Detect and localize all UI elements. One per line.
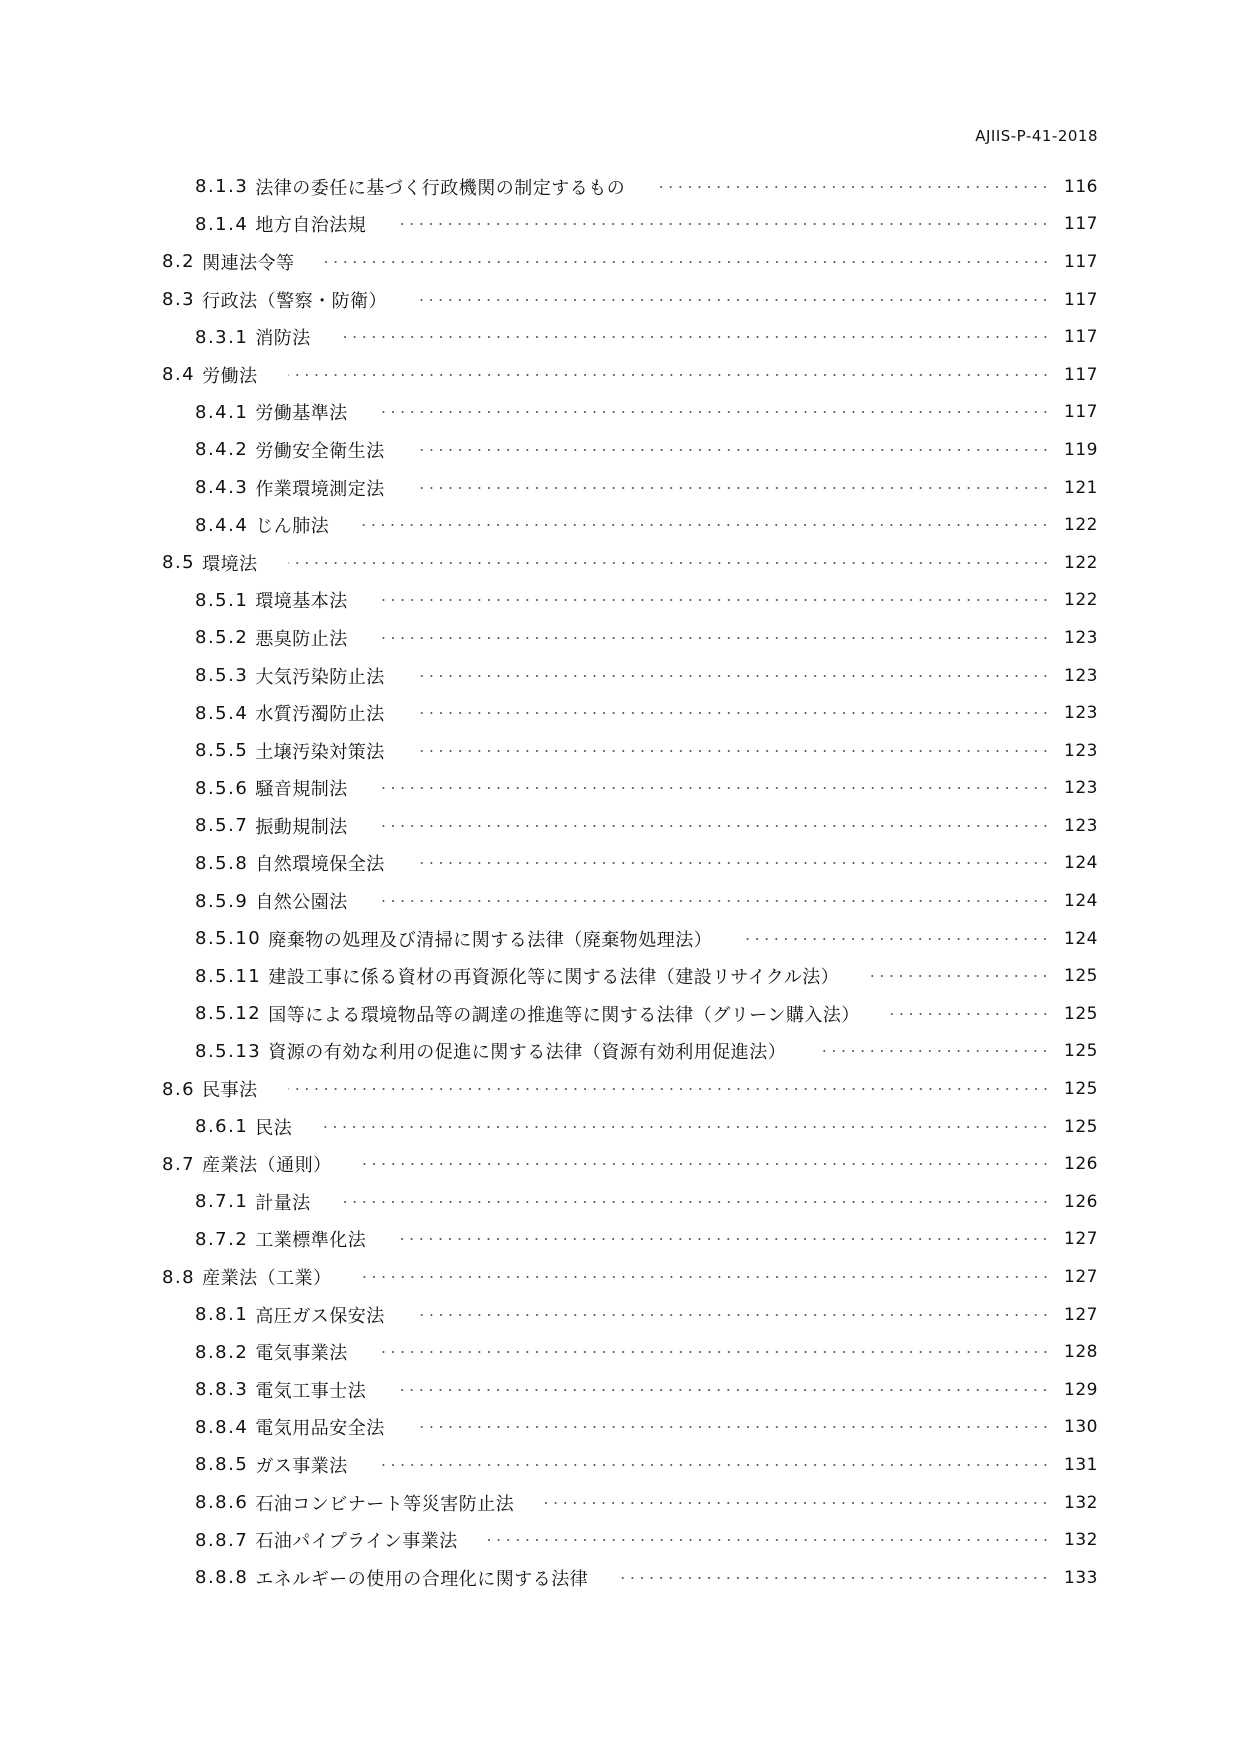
toc-entry-number: 8.5.1 xyxy=(195,589,249,611)
toc-entry-number: 8.5.12 xyxy=(195,1003,262,1025)
toc-entry-title: 計量法 xyxy=(255,1192,311,1214)
toc-entry-page-number: 125 xyxy=(1064,1041,1098,1062)
toc-entry-number: 8.8.7 xyxy=(195,1529,249,1551)
toc-entry-title: 地方自治法規 xyxy=(255,215,367,237)
toc-entry-page-number: 117 xyxy=(1064,251,1098,272)
toc-entry-title: 労働安全衛生法 xyxy=(255,440,385,462)
dot-leader xyxy=(415,487,1050,489)
toc-entry-title: 労働基準法 xyxy=(255,403,348,425)
toc-entry-title: 民法 xyxy=(255,1117,293,1139)
toc-entry-page-number: 116 xyxy=(1064,176,1098,197)
toc-entry[interactable] xyxy=(162,431,1098,469)
dot-leader xyxy=(362,1276,1050,1278)
dot-leader xyxy=(618,1577,1050,1579)
toc-entry-title: 自然環境保全法 xyxy=(255,854,385,876)
dot-leader xyxy=(417,299,1050,301)
dot-leader xyxy=(890,1013,1050,1015)
dot-leader xyxy=(396,1238,1050,1240)
toc-entry[interactable] xyxy=(162,1296,1098,1334)
toc-entry-number: 8.5.4 xyxy=(195,702,249,724)
toc-entry-number: 8.7.2 xyxy=(195,1228,249,1250)
toc-entry-page-number: 119 xyxy=(1064,439,1098,460)
toc-entry-number: 8.1.4 xyxy=(195,213,249,235)
dot-leader xyxy=(415,1314,1050,1316)
toc-entry-title: 自然公園法 xyxy=(255,892,348,914)
toc-entry-page-number: 129 xyxy=(1064,1379,1098,1400)
toc-entry-number: 8.5.10 xyxy=(195,928,262,950)
document-id: AJIIS-P-41-2018 xyxy=(975,127,1098,145)
toc-entry-number: 8.1.3 xyxy=(195,176,249,198)
toc-entry-page-number: 127 xyxy=(1064,1304,1098,1325)
toc-entry-page-number: 123 xyxy=(1064,778,1098,799)
toc-entry-number: 8.5.5 xyxy=(195,740,249,762)
dot-leader xyxy=(288,562,1050,564)
toc-entry-number: 8.4.2 xyxy=(195,439,249,461)
toc-entry-number: 8.7.1 xyxy=(195,1191,249,1213)
toc-entry-page-number: 127 xyxy=(1064,1229,1098,1250)
toc-entry[interactable] xyxy=(162,1371,1098,1409)
dot-leader xyxy=(742,938,1050,940)
toc-entry-page-number: 117 xyxy=(1064,214,1098,235)
toc-entry-number: 8.5.3 xyxy=(195,665,249,687)
toc-entry[interactable] xyxy=(162,394,1098,432)
toc-entry-title: 産業法（工業） xyxy=(202,1268,332,1290)
toc-entry[interactable] xyxy=(162,807,1098,845)
toc-entry-page-number: 126 xyxy=(1064,1154,1098,1175)
toc-entry-page-number: 123 xyxy=(1064,627,1098,648)
dot-leader xyxy=(341,336,1050,338)
toc-entry-page-number: 117 xyxy=(1064,364,1098,385)
toc-entry-page-number: 123 xyxy=(1064,815,1098,836)
dot-leader xyxy=(415,1426,1050,1428)
toc-entry-page-number: 122 xyxy=(1064,590,1098,611)
toc-entry-page-number: 124 xyxy=(1064,928,1098,949)
toc-entry-number: 8.5.9 xyxy=(195,890,249,912)
toc-entry-number: 8.5.6 xyxy=(195,777,249,799)
toc-entry[interactable] xyxy=(162,1258,1098,1296)
dot-leader xyxy=(655,186,1050,188)
toc-entry[interactable] xyxy=(162,920,1098,958)
toc-entry[interactable] xyxy=(162,995,1098,1033)
toc-entry-title: 環境基本法 xyxy=(255,591,348,613)
toc-entry-page-number: 133 xyxy=(1064,1567,1098,1588)
toc-entry-page-number: 125 xyxy=(1064,1116,1098,1137)
toc-entry-number: 8.8.6 xyxy=(195,1492,249,1514)
toc-entry-number: 8.4 xyxy=(162,364,196,386)
toc-entry-page-number: 127 xyxy=(1064,1267,1098,1288)
toc-entry-page-number: 123 xyxy=(1064,740,1098,761)
dot-leader xyxy=(341,1201,1050,1203)
toc-entry-title: 悪臭防止法 xyxy=(255,628,348,650)
toc-entry-number: 8.6.1 xyxy=(195,1116,249,1138)
toc-entry-number: 8.4.4 xyxy=(195,514,249,536)
toc-entry-title: 資源の有効な利用の促進に関する法律（資源有効利用促進法） xyxy=(268,1042,787,1064)
toc-entry[interactable] xyxy=(162,1484,1098,1522)
toc-entry[interactable] xyxy=(162,1033,1098,1071)
dot-leader xyxy=(378,900,1050,902)
toc-entry[interactable] xyxy=(162,657,1098,695)
toc-entry-title: 水質汚濁防止法 xyxy=(255,704,385,726)
toc-entry-page-number: 117 xyxy=(1064,327,1098,348)
toc-entry-title: 消防法 xyxy=(255,328,311,350)
toc-entry-number: 8.3 xyxy=(162,289,196,311)
dot-leader xyxy=(362,1163,1050,1165)
toc-entry[interactable] xyxy=(162,356,1098,394)
toc-entry[interactable] xyxy=(162,469,1098,507)
toc-entry[interactable] xyxy=(162,281,1098,319)
toc-entry-number: 8.6 xyxy=(162,1078,196,1100)
table-of-contents xyxy=(162,168,1098,1597)
dot-leader xyxy=(378,1464,1050,1466)
toc-entry-page-number: 132 xyxy=(1064,1492,1098,1513)
toc-entry[interactable] xyxy=(162,732,1098,770)
toc-entry-number: 8.5.2 xyxy=(195,627,249,649)
dot-leader xyxy=(415,675,1050,677)
dot-leader xyxy=(378,787,1050,789)
toc-entry-number: 8.8.5 xyxy=(195,1454,249,1476)
toc-entry[interactable] xyxy=(162,1108,1098,1146)
toc-entry-title: 作業環境測定法 xyxy=(255,478,385,500)
toc-entry-title: 騒音規制法 xyxy=(255,779,348,801)
toc-entry[interactable] xyxy=(162,1183,1098,1221)
dot-leader xyxy=(288,1088,1050,1090)
toc-entry-number: 8.5 xyxy=(162,552,196,574)
dot-leader xyxy=(378,637,1050,639)
toc-entry-page-number: 131 xyxy=(1064,1454,1098,1475)
toc-entry[interactable] xyxy=(162,1409,1098,1447)
toc-entry-number: 8.3.1 xyxy=(195,326,249,348)
toc-entry-number: 8.8.2 xyxy=(195,1341,249,1363)
dot-leader xyxy=(869,975,1050,977)
toc-entry-number: 8.8.4 xyxy=(195,1416,249,1438)
toc-entry[interactable] xyxy=(162,582,1098,620)
toc-entry-page-number: 122 xyxy=(1064,552,1098,573)
toc-entry-title: 石油コンビナート等災害防止法 xyxy=(255,1493,515,1515)
toc-entry-title: 民事法 xyxy=(202,1080,258,1102)
toc-entry-page-number: 128 xyxy=(1064,1342,1098,1363)
dot-leader xyxy=(396,223,1050,225)
dot-leader xyxy=(378,825,1050,827)
toc-entry-title: 電気用品安全法 xyxy=(255,1418,385,1440)
toc-entry[interactable] xyxy=(162,1559,1098,1597)
toc-entry-number: 8.2 xyxy=(162,251,196,273)
toc-entry-title: エネルギーの使用の合理化に関する法律 xyxy=(255,1568,589,1590)
toc-entry[interactable] xyxy=(162,845,1098,883)
toc-entry-page-number: 123 xyxy=(1064,703,1098,724)
toc-entry[interactable] xyxy=(162,882,1098,920)
toc-entry-number: 8.8.3 xyxy=(195,1379,249,1401)
toc-entry[interactable] xyxy=(162,1521,1098,1559)
toc-entry-page-number: 125 xyxy=(1064,1003,1098,1024)
dot-leader xyxy=(415,862,1050,864)
toc-entry-title: 石油パイプライン事業法 xyxy=(255,1531,458,1553)
toc-entry[interactable] xyxy=(162,619,1098,657)
toc-entry[interactable] xyxy=(162,957,1098,995)
dot-leader xyxy=(322,1126,1050,1128)
toc-entry-title: 産業法（通則） xyxy=(202,1155,332,1177)
toc-entry-page-number: 130 xyxy=(1064,1417,1098,1438)
toc-entry-page-number: 124 xyxy=(1064,891,1098,912)
toc-entry[interactable] xyxy=(162,1333,1098,1371)
toc-entry-title: 関連法令等 xyxy=(202,252,295,274)
toc-entry[interactable] xyxy=(162,506,1098,544)
toc-entry-title: 建設工事に係る資材の再資源化等に関する法律（建設リサイクル法） xyxy=(268,967,840,989)
toc-entry-page-number: 117 xyxy=(1064,289,1098,310)
toc-entry-title: 大気汚染防止法 xyxy=(255,666,385,688)
toc-entry[interactable] xyxy=(162,243,1098,281)
dot-leader xyxy=(415,712,1050,714)
dot-leader xyxy=(488,1539,1050,1541)
toc-entry[interactable] xyxy=(162,206,1098,244)
dot-leader xyxy=(288,374,1050,376)
dot-leader xyxy=(415,750,1050,752)
dot-leader xyxy=(378,1351,1050,1353)
toc-entry-title: 行政法（警察・防衛） xyxy=(202,290,388,312)
toc-entry-page-number: 124 xyxy=(1064,853,1098,874)
toc-entry-number: 8.8 xyxy=(162,1266,196,1288)
dot-leader xyxy=(378,599,1050,601)
toc-entry[interactable] xyxy=(162,770,1098,808)
toc-entry-page-number: 123 xyxy=(1064,665,1098,686)
toc-entry-number: 8.4.3 xyxy=(195,477,249,499)
dot-leader xyxy=(359,524,1050,526)
toc-entry-page-number: 126 xyxy=(1064,1191,1098,1212)
toc-entry[interactable] xyxy=(162,1145,1098,1183)
toc-entry-number: 8.5.11 xyxy=(195,965,262,987)
toc-entry[interactable] xyxy=(162,1221,1098,1259)
dot-leader xyxy=(816,1050,1050,1052)
dot-leader xyxy=(378,411,1050,413)
toc-entry[interactable] xyxy=(162,168,1098,206)
toc-entry[interactable] xyxy=(162,1446,1098,1484)
toc-entry-number: 8.5.7 xyxy=(195,815,249,837)
toc-entry-title: 電気工事士法 xyxy=(255,1380,367,1402)
toc-entry-title: じん肺法 xyxy=(255,516,330,538)
toc-entry-page-number: 122 xyxy=(1064,515,1098,536)
toc-entry-title: 法律の委任に基づく行政機関の制定するもの xyxy=(255,177,626,199)
toc-entry-title: 土壌汚染対策法 xyxy=(255,741,385,763)
toc-entry-title: 高圧ガス保安法 xyxy=(255,1305,385,1327)
toc-entry-page-number: 125 xyxy=(1064,1079,1098,1100)
dot-leader xyxy=(415,449,1050,451)
toc-entry[interactable] xyxy=(162,694,1098,732)
toc-entry-number: 8.5.8 xyxy=(195,852,249,874)
toc-entry-page-number: 117 xyxy=(1064,402,1098,423)
toc-entry-page-number: 125 xyxy=(1064,966,1098,987)
dot-leader xyxy=(396,1389,1050,1391)
toc-entry[interactable] xyxy=(162,544,1098,582)
toc-entry-title: 電気事業法 xyxy=(255,1343,348,1365)
toc-entry-title: 労働法 xyxy=(202,365,258,387)
dot-leader xyxy=(544,1502,1050,1504)
dot-leader xyxy=(325,261,1050,263)
toc-entry-title: 工業標準化法 xyxy=(255,1230,367,1252)
toc-entry-title: 廃棄物の処理及び清掃に関する法律（廃棄物処理法） xyxy=(268,929,713,951)
toc-entry-number: 8.7 xyxy=(162,1153,196,1175)
toc-entry-title: ガス事業法 xyxy=(255,1455,348,1477)
toc-entry-title: 環境法 xyxy=(202,553,258,575)
toc-entry-page-number: 132 xyxy=(1064,1530,1098,1551)
toc-entry-number: 8.4.1 xyxy=(195,401,249,423)
toc-entry[interactable] xyxy=(162,1070,1098,1108)
toc-entry-title: 振動規制法 xyxy=(255,816,348,838)
toc-entry-number: 8.8.1 xyxy=(195,1304,249,1326)
toc-entry-number: 8.5.13 xyxy=(195,1040,262,1062)
toc-entry-number: 8.8.8 xyxy=(195,1567,249,1589)
toc-entry-title: 国等による環境物品等の調達の推進等に関する法律（グリーン購入法） xyxy=(268,1004,860,1026)
toc-entry-page-number: 121 xyxy=(1064,477,1098,498)
toc-entry[interactable] xyxy=(162,318,1098,356)
